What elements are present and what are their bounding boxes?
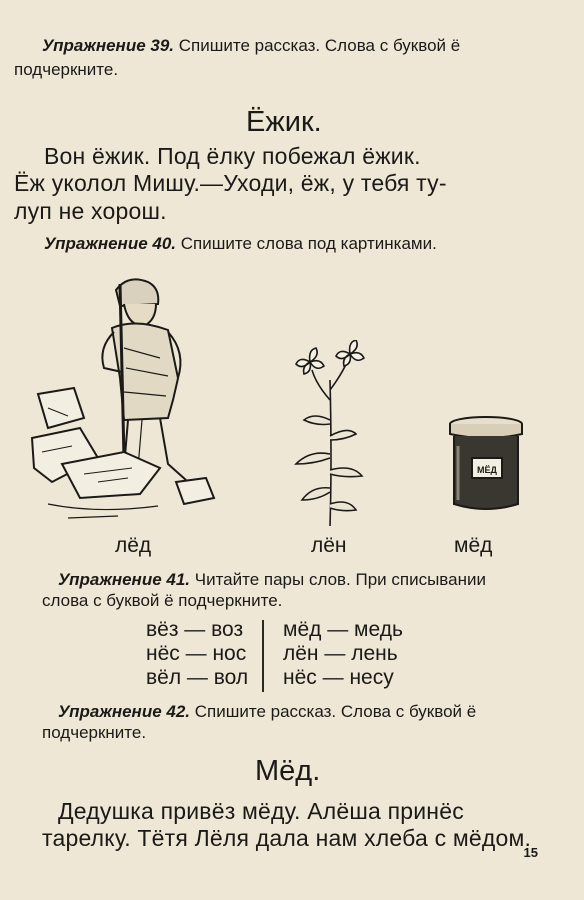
flax-plant-picture [286, 340, 376, 530]
honey-jar-picture [444, 412, 528, 516]
exercise-42-instruction [58, 702, 476, 722]
exercise-40-instruction [44, 234, 437, 254]
word-pairs-left-column [146, 618, 248, 690]
exercise-39-label: Упражнение 39. [42, 36, 175, 55]
story-1-line-3: луп не хорош. [14, 198, 167, 224]
exercise-40-text: Спишите слова под картинками. [180, 234, 437, 253]
exercise-41-instruction [58, 570, 486, 590]
story-2-title: Мёд. [255, 755, 321, 787]
exercise-41-text: Читайте пары слов. При списывании [194, 570, 486, 589]
exercise-42-text-cont: подчеркните. [42, 723, 147, 742]
jar-label-text: МЁД [477, 465, 497, 475]
picture-2-caption: лён [311, 534, 347, 557]
picture-3-caption: мёд [454, 534, 493, 557]
word-pair: нёс — несу [283, 666, 394, 689]
exercise-39-text: Спишите рассказ. Слова с буквой ё [178, 36, 461, 55]
picture-1-caption: лёд [115, 534, 152, 557]
story-2-line-1: Дедушка привёз мёду. Алёша принёс [58, 798, 464, 824]
exercise-40-label: Упражнение 40. [44, 234, 177, 253]
word-pair: вёз — воз [146, 618, 244, 641]
story-1-title: Ёжик. [246, 106, 322, 138]
word-pair: лён — лень [283, 642, 398, 665]
exercise-39-text-cont: подчеркните. [14, 60, 119, 79]
exercise-42-label: Упражнение 42. [58, 702, 191, 721]
ice-chopping-man-picture [28, 268, 228, 526]
story-1-line-2: Ёж уколол Мишу.—Уходи, ёж, у тебя ту- [14, 170, 447, 196]
story-1-line-1: Вон ёжик. Под ёлку побежал ёжик. [44, 143, 421, 169]
exercise-41-label: Упражнение 41. [58, 570, 191, 589]
exercise-39-instruction [42, 36, 460, 56]
word-pair: вёл — вол [146, 666, 249, 689]
column-divider [262, 620, 264, 692]
word-pair: мёд — медь [283, 618, 403, 641]
page-number: 15 [523, 845, 538, 860]
exercise-42-text: Спишите рассказ. Слова с буквой ё [194, 702, 477, 721]
story-2-line-2: тарелку. Тётя Лёля дала нам хлеба с мёдом. [42, 825, 532, 851]
word-pair: нёс — нос [146, 642, 247, 665]
exercise-41-text-cont: слова с буквой ё подчеркните. [42, 591, 283, 610]
word-pairs-right-column [283, 618, 403, 690]
